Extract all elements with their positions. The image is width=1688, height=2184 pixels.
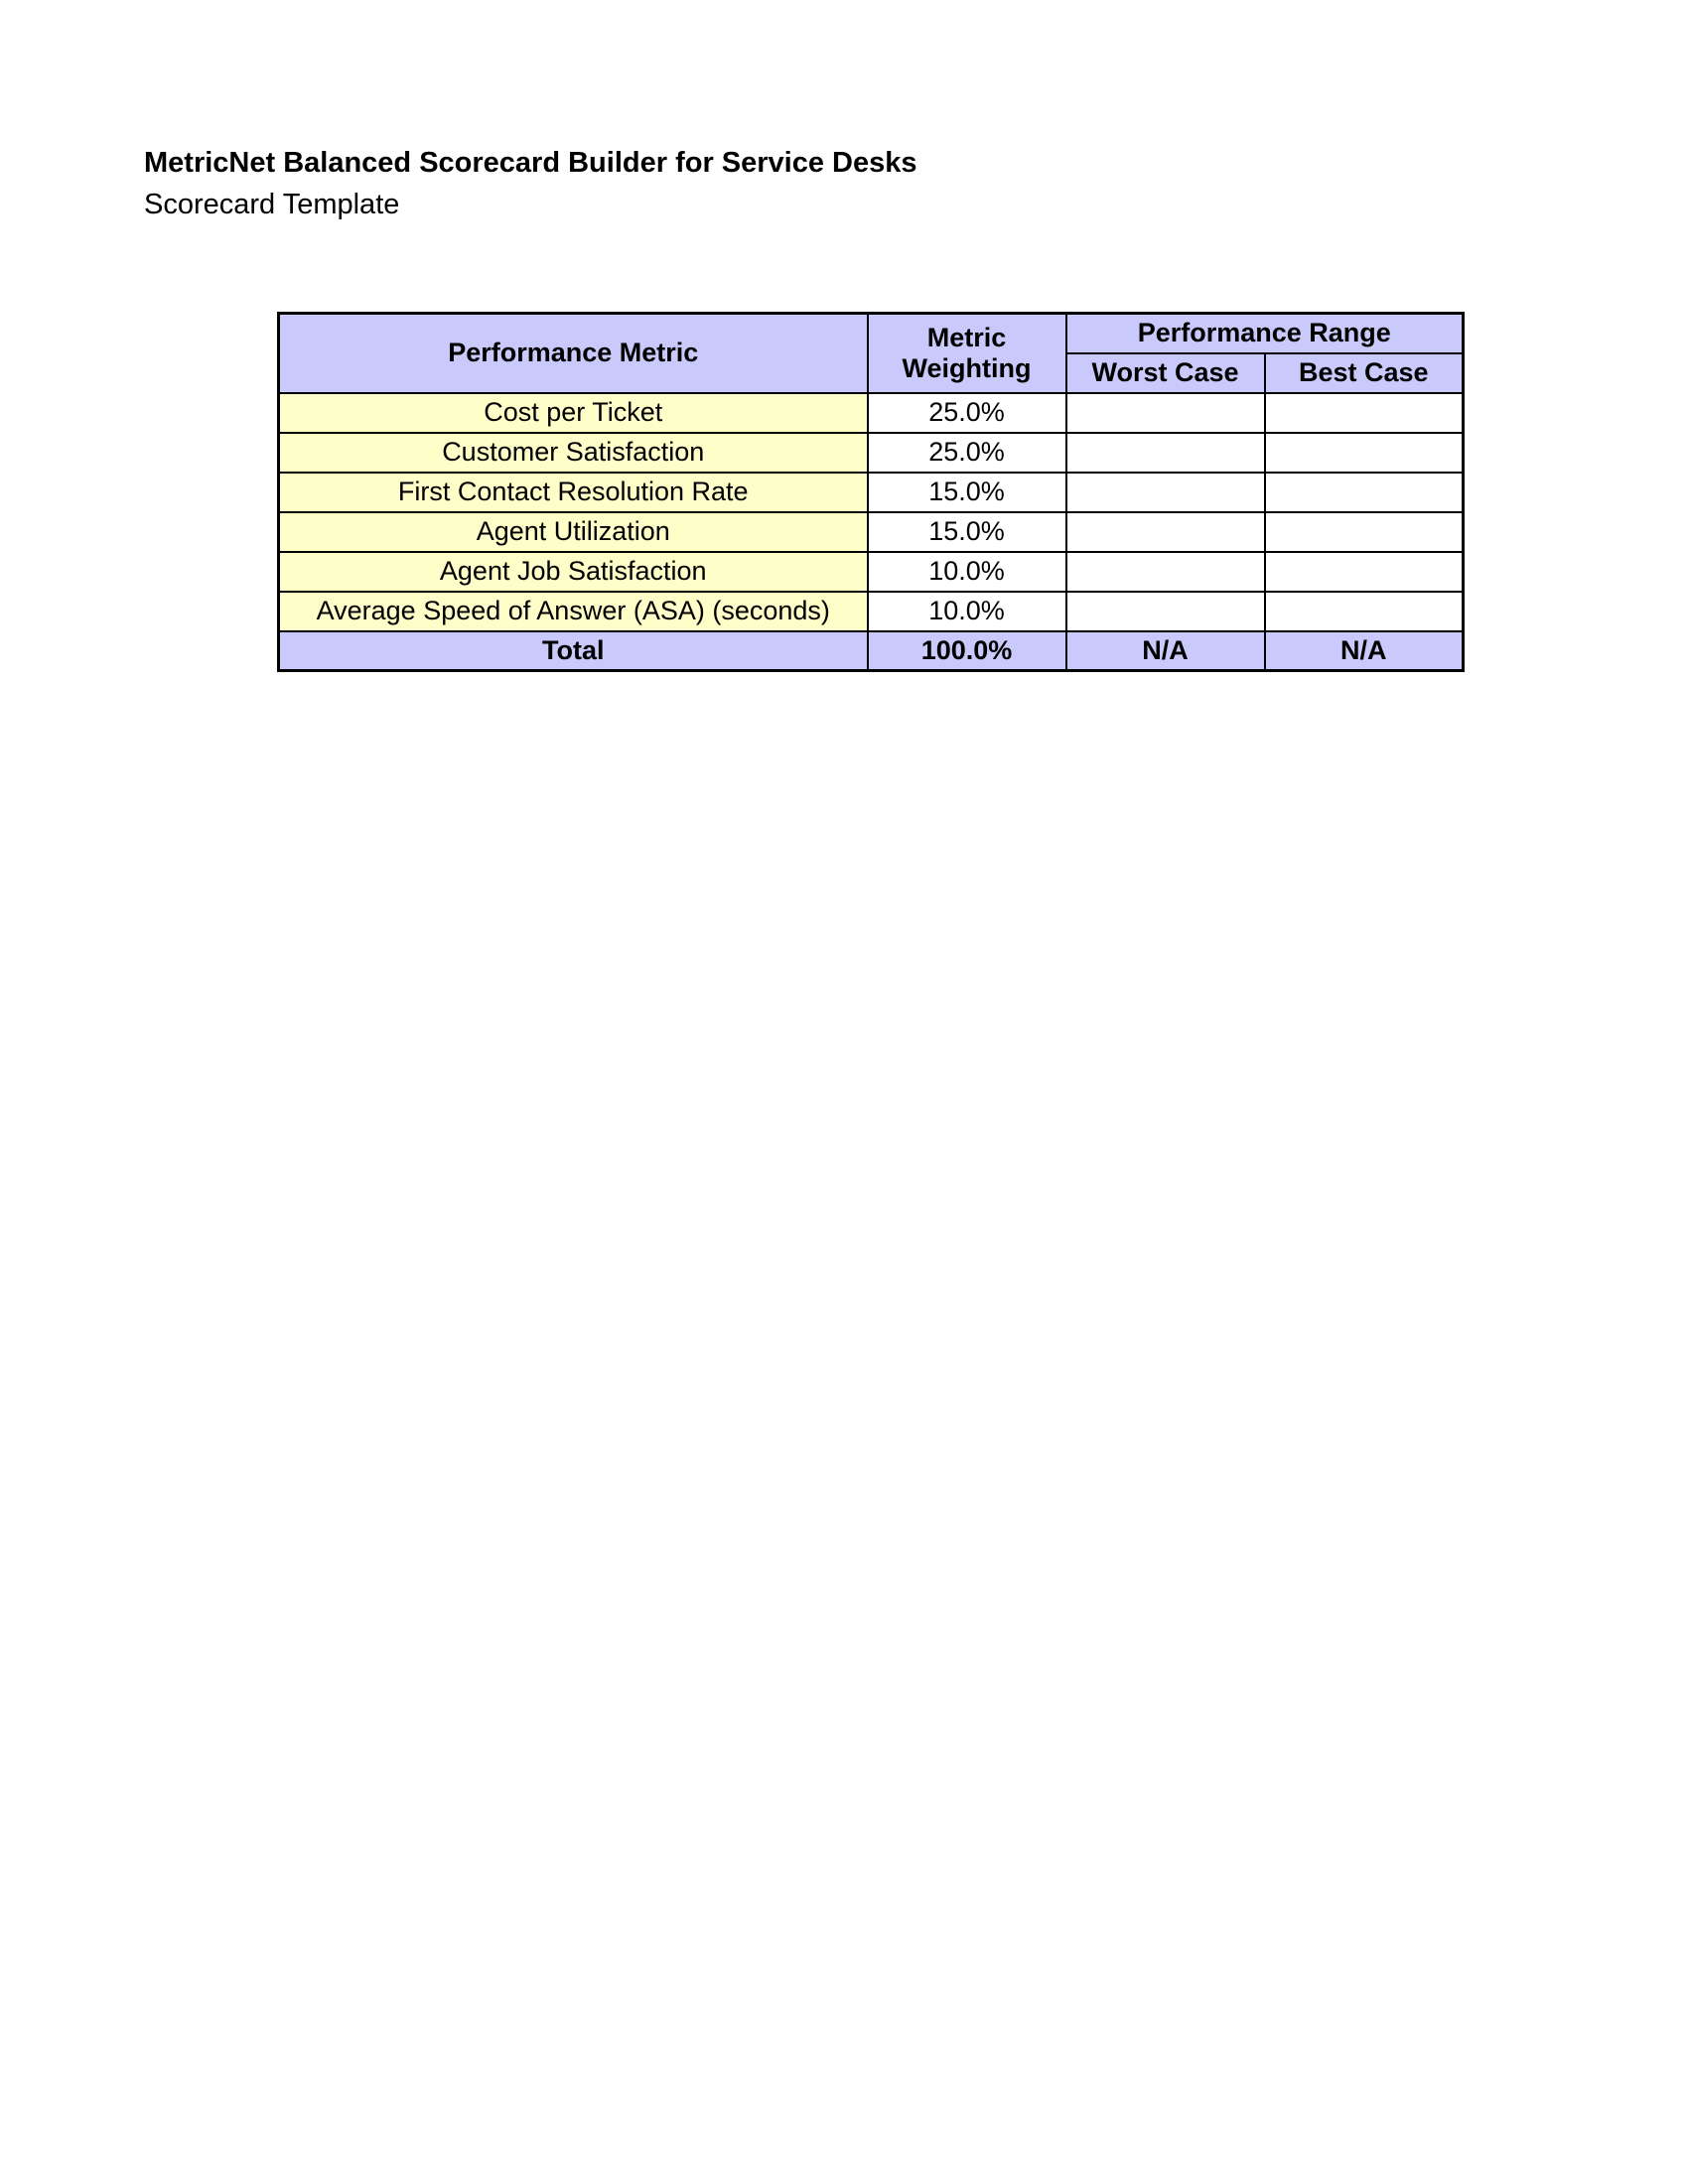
metric-name-cell: Customer Satisfaction xyxy=(279,433,868,473)
weighting-cell: 15.0% xyxy=(868,473,1066,512)
weighting-cell: 25.0% xyxy=(868,393,1066,433)
total-worst-case: N/A xyxy=(1066,631,1265,671)
metric-name-cell: First Contact Resolution Rate xyxy=(279,473,868,512)
total-weighting: 100.0% xyxy=(868,631,1066,671)
metric-name-cell: Agent Job Satisfaction xyxy=(279,552,868,592)
table-row xyxy=(279,473,1464,512)
best-case-cell[interactable] xyxy=(1265,393,1464,433)
best-case-cell[interactable] xyxy=(1265,552,1464,592)
total-best-case: N/A xyxy=(1265,631,1464,671)
page-title: MetricNet Balanced Scorecard Builder for Service Desks xyxy=(144,147,917,179)
best-case-cell[interactable] xyxy=(1265,512,1464,552)
header-row-top xyxy=(279,314,1464,353)
worst-case-cell[interactable] xyxy=(1066,592,1265,631)
metric-name-cell: Cost per Ticket xyxy=(279,393,868,433)
header-worst-case: Worst Case xyxy=(1066,353,1265,393)
header-performance-range: Performance Range xyxy=(1066,314,1464,353)
page-subtitle: Scorecard Template xyxy=(144,189,400,220)
table-row xyxy=(279,512,1464,552)
total-label: Total xyxy=(279,631,868,671)
worst-case-cell[interactable] xyxy=(1066,512,1265,552)
weighting-cell: 15.0% xyxy=(868,512,1066,552)
best-case-cell[interactable] xyxy=(1265,433,1464,473)
header-best-case: Best Case xyxy=(1265,353,1464,393)
scorecard-table xyxy=(277,312,1465,672)
header-performance-metric: Performance Metric xyxy=(279,314,868,393)
worst-case-cell[interactable] xyxy=(1066,552,1265,592)
metric-name-cell: Average Speed of Answer (ASA) (seconds) xyxy=(279,592,868,631)
best-case-cell[interactable] xyxy=(1265,473,1464,512)
best-case-cell[interactable] xyxy=(1265,592,1464,631)
table-row xyxy=(279,433,1464,473)
worst-case-cell[interactable] xyxy=(1066,433,1265,473)
worst-case-cell[interactable] xyxy=(1066,473,1265,512)
weighting-cell: 25.0% xyxy=(868,433,1066,473)
table-row xyxy=(279,592,1464,631)
table-row xyxy=(279,552,1464,592)
total-row xyxy=(279,631,1464,671)
metric-name-cell: Agent Utilization xyxy=(279,512,868,552)
weighting-cell: 10.0% xyxy=(868,592,1066,631)
header-metric-weighting: Metric Weighting xyxy=(868,314,1066,393)
weighting-cell: 10.0% xyxy=(868,552,1066,592)
table-row xyxy=(279,393,1464,433)
worst-case-cell[interactable] xyxy=(1066,393,1265,433)
